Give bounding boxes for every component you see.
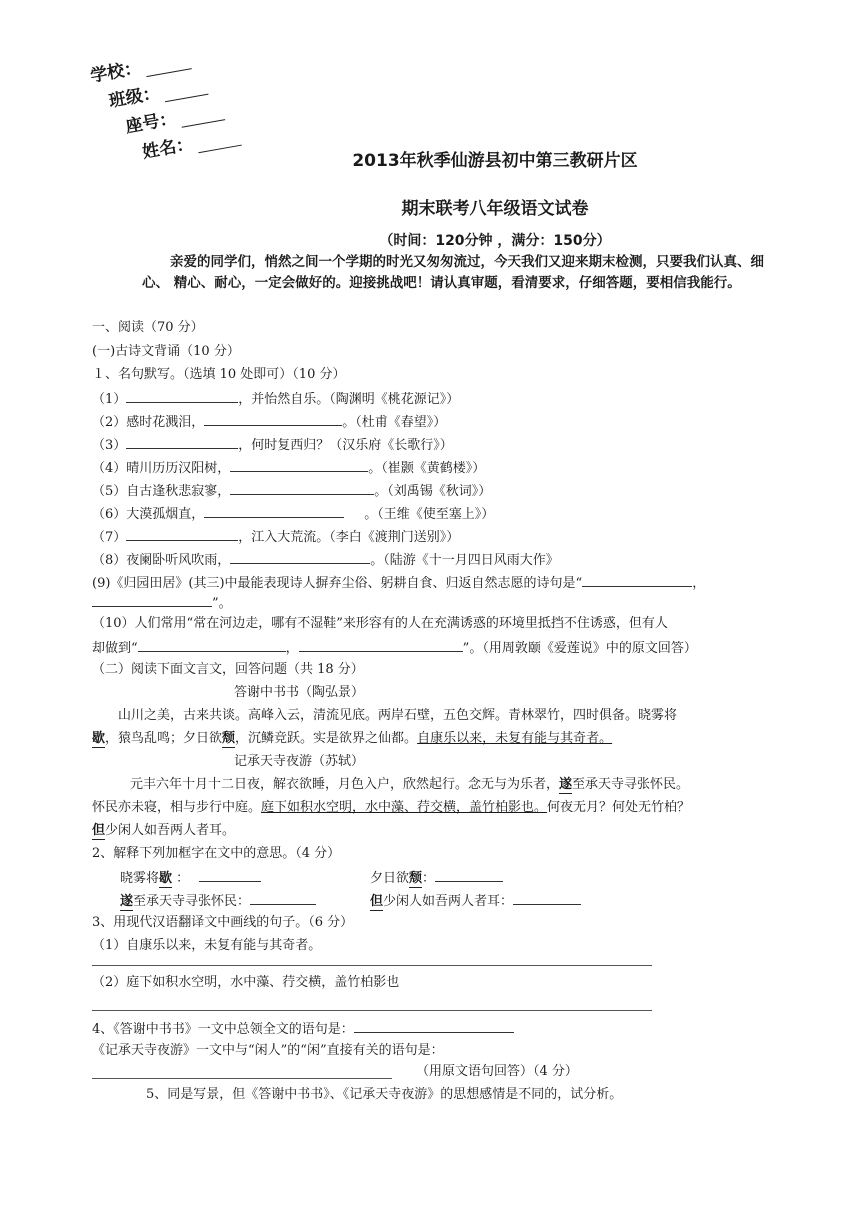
answer-line[interactable] <box>92 1010 652 1011</box>
answer-blank[interactable] <box>230 551 370 564</box>
text2-line2: 怀民亦未寝，相与步行中庭。庭下如积水空明，水中藻、荇交横，盖竹柏影也。何夜无月？何处无竹柏？ <box>92 800 691 815</box>
fill-item-5: （5）自古逢秋悲寂寥， 。（刘禹锡《秋词》） <box>92 484 492 499</box>
answer-blank[interactable] <box>435 869 503 882</box>
underlined-sentence: 自康乐以来，未复有能与其奇者。 <box>417 731 613 746</box>
answer-blank[interactable] <box>230 459 368 472</box>
q2-item-2: 夕日欲颓： <box>370 869 503 888</box>
boxed-word: 但 <box>370 894 384 909</box>
answer-blank[interactable] <box>126 528 238 541</box>
question-2-title: 2、解释下列加框字在文中的意思。（4 分） <box>92 846 341 861</box>
answer-line[interactable] <box>92 965 652 966</box>
part-poetry: (一)古诗文背诵（10 分） <box>92 344 240 359</box>
text1-title: 答谢中书书（陶弘景） <box>234 685 365 700</box>
exam-title-line1: 2013年秋季仙游县初中第三教研片区 <box>352 151 638 171</box>
fill-item-6: （6）大漠孤烟直， 。（王维《使至塞上》） <box>92 507 495 522</box>
fill-item-3: （3） ，何时复西归？（汉乐府《长歌行》） <box>92 438 453 453</box>
underlined-sentence: 庭下如积水空明，水中藻、荇交横，盖竹柏影也。 <box>261 800 548 815</box>
answer-blank[interactable] <box>126 436 238 449</box>
answer-blank[interactable] <box>582 574 692 587</box>
question-3-title: 3、用现代汉语翻译文中画线的句子。（6 分） <box>92 915 354 930</box>
q2-item-1: 晓雾将歇 ： <box>120 869 261 888</box>
exam-time-score: （时间：120分钟 ，满分：150分） <box>379 233 611 249</box>
seat-label: 座号： <box>124 108 178 138</box>
fill-item-10: （10）人们常用“常在河边走，哪有不湿鞋”来形容有的人在充满诱惑的环境里抵挡不住诱惑，但有人 <box>92 616 668 631</box>
text1-line2: 歇，猿鸟乱鸣；夕日欲颓，沉鳞竞跃。实是欲界之仙都。自康乐以来，未复有能与其奇者。 <box>92 731 613 746</box>
boxed-word: 但 <box>92 823 106 838</box>
fill-item-1: （1） ，并怡然自乐。（陶渊明《桃花源记》） <box>92 392 460 407</box>
fill-item-4: （4）晴川历历汉阳树， 。（崔颢《黄鹤楼》） <box>92 461 486 476</box>
answer-blank[interactable] <box>250 892 316 905</box>
boxed-word: 遂 <box>559 777 573 792</box>
question-5: 5、同是写景，但《答谢中书书》、《记承天寺夜游》的思想感情是不同的，试分析。 <box>146 1087 623 1102</box>
answer-blank[interactable] <box>513 892 581 905</box>
question-4-line2: 《记承天寺夜游》一文中与“闲人”的“闲”直接有关的语句是： <box>92 1043 444 1058</box>
part-classical-reading: （二）阅读下面文言文，回答问题（共 18 分） <box>92 662 364 677</box>
q2-item-3: 遂至承天寺寻张怀民： <box>120 892 316 911</box>
question-4-line1: 4、《答谢中书书》一文中总领全文的语句是： <box>92 1020 514 1038</box>
fill-item-2: （2）感时花溅泪， 。（杜甫《春望》） <box>92 415 447 430</box>
text2-title: 记承天寺夜游（苏轼） <box>234 754 365 769</box>
answer-blank[interactable] <box>92 594 212 607</box>
exam-title-line2: 期末联考八年级语文试卷 <box>401 199 589 219</box>
text2-line3: 但少闲人如吾两人者耳。 <box>92 823 236 838</box>
class-label: 班级： <box>107 83 162 112</box>
school-label: 学校： <box>88 58 143 87</box>
answer-blank[interactable] <box>230 482 374 495</box>
name-label: 姓名： <box>140 134 195 163</box>
answer-blank[interactable] <box>199 869 261 882</box>
fill-item-10-cont: 却做到“ ， ”。（用周敦颐《爱莲说》中的原文回答） <box>92 641 697 656</box>
question-4-note: （用原文语句回答）（4 分） <box>416 1064 578 1079</box>
fill-item-8: （8）夜阑卧听风吹雨， 。（陆游《十一月四日风雨大作》 <box>92 553 559 568</box>
answer-blank[interactable] <box>204 413 342 426</box>
q3-sentence-1: （1）自康乐以来，未复有能与其奇者。 <box>92 938 322 953</box>
answer-blank[interactable] <box>138 639 286 652</box>
text1-line1: 山川之美，古来共谈。高峰入云，清流见底。两岸石壁，五色交辉。青林翠竹，四时俱备。晓雾将 <box>118 708 678 723</box>
boxed-word: 颓 <box>222 731 236 746</box>
boxed-word: 歇 <box>92 731 106 746</box>
fill-item-9-cont: ”。 <box>92 594 232 612</box>
q2-item-4: 但少闲人如吾两人者耳： <box>370 892 581 911</box>
answer-blank[interactable] <box>299 639 463 652</box>
section-reading: 一、阅读（70 分） <box>92 320 204 335</box>
answer-blank[interactable] <box>354 1020 514 1033</box>
text2-line1: 元丰六年十月十二日夜，解衣欲睡，月色入户，欣然起行。念无与为乐者，遂至承天寺寻张怀民。 <box>130 777 690 792</box>
fill-item-9: (9)《归园田居》(其三)中最能表现诗人摒弃尘俗、躬耕自食、归返自然志愿的诗句是“ ， <box>92 576 706 591</box>
answer-line[interactable] <box>92 1078 392 1079</box>
question-1-title: １、名句默写。（选填 10 处即可）（10 分） <box>92 367 346 382</box>
fill-item-7: （7） ，江入大荒流。（李白《渡荆门送别》） <box>92 530 460 545</box>
boxed-word: 遂 <box>120 894 134 909</box>
answer-blank[interactable] <box>204 505 344 518</box>
answer-blank[interactable] <box>126 390 238 403</box>
boxed-word: 歇 <box>159 871 173 886</box>
intro-paragraph: 亲爱的同学们，悄然之间一个学期的时光又匆匆流过，今天我们又迎来期末检测，只要我们认真、细心、 精心、耐心，一定会做好的。迎接挑战吧！请认真审题，看清要求，仔细答题，要相信我能行。 <box>142 254 764 291</box>
boxed-word: 颓 <box>409 871 423 886</box>
q3-sentence-2: （2）庭下如积水空明，水中藻、荇交横，盖竹柏影也 <box>92 975 400 990</box>
